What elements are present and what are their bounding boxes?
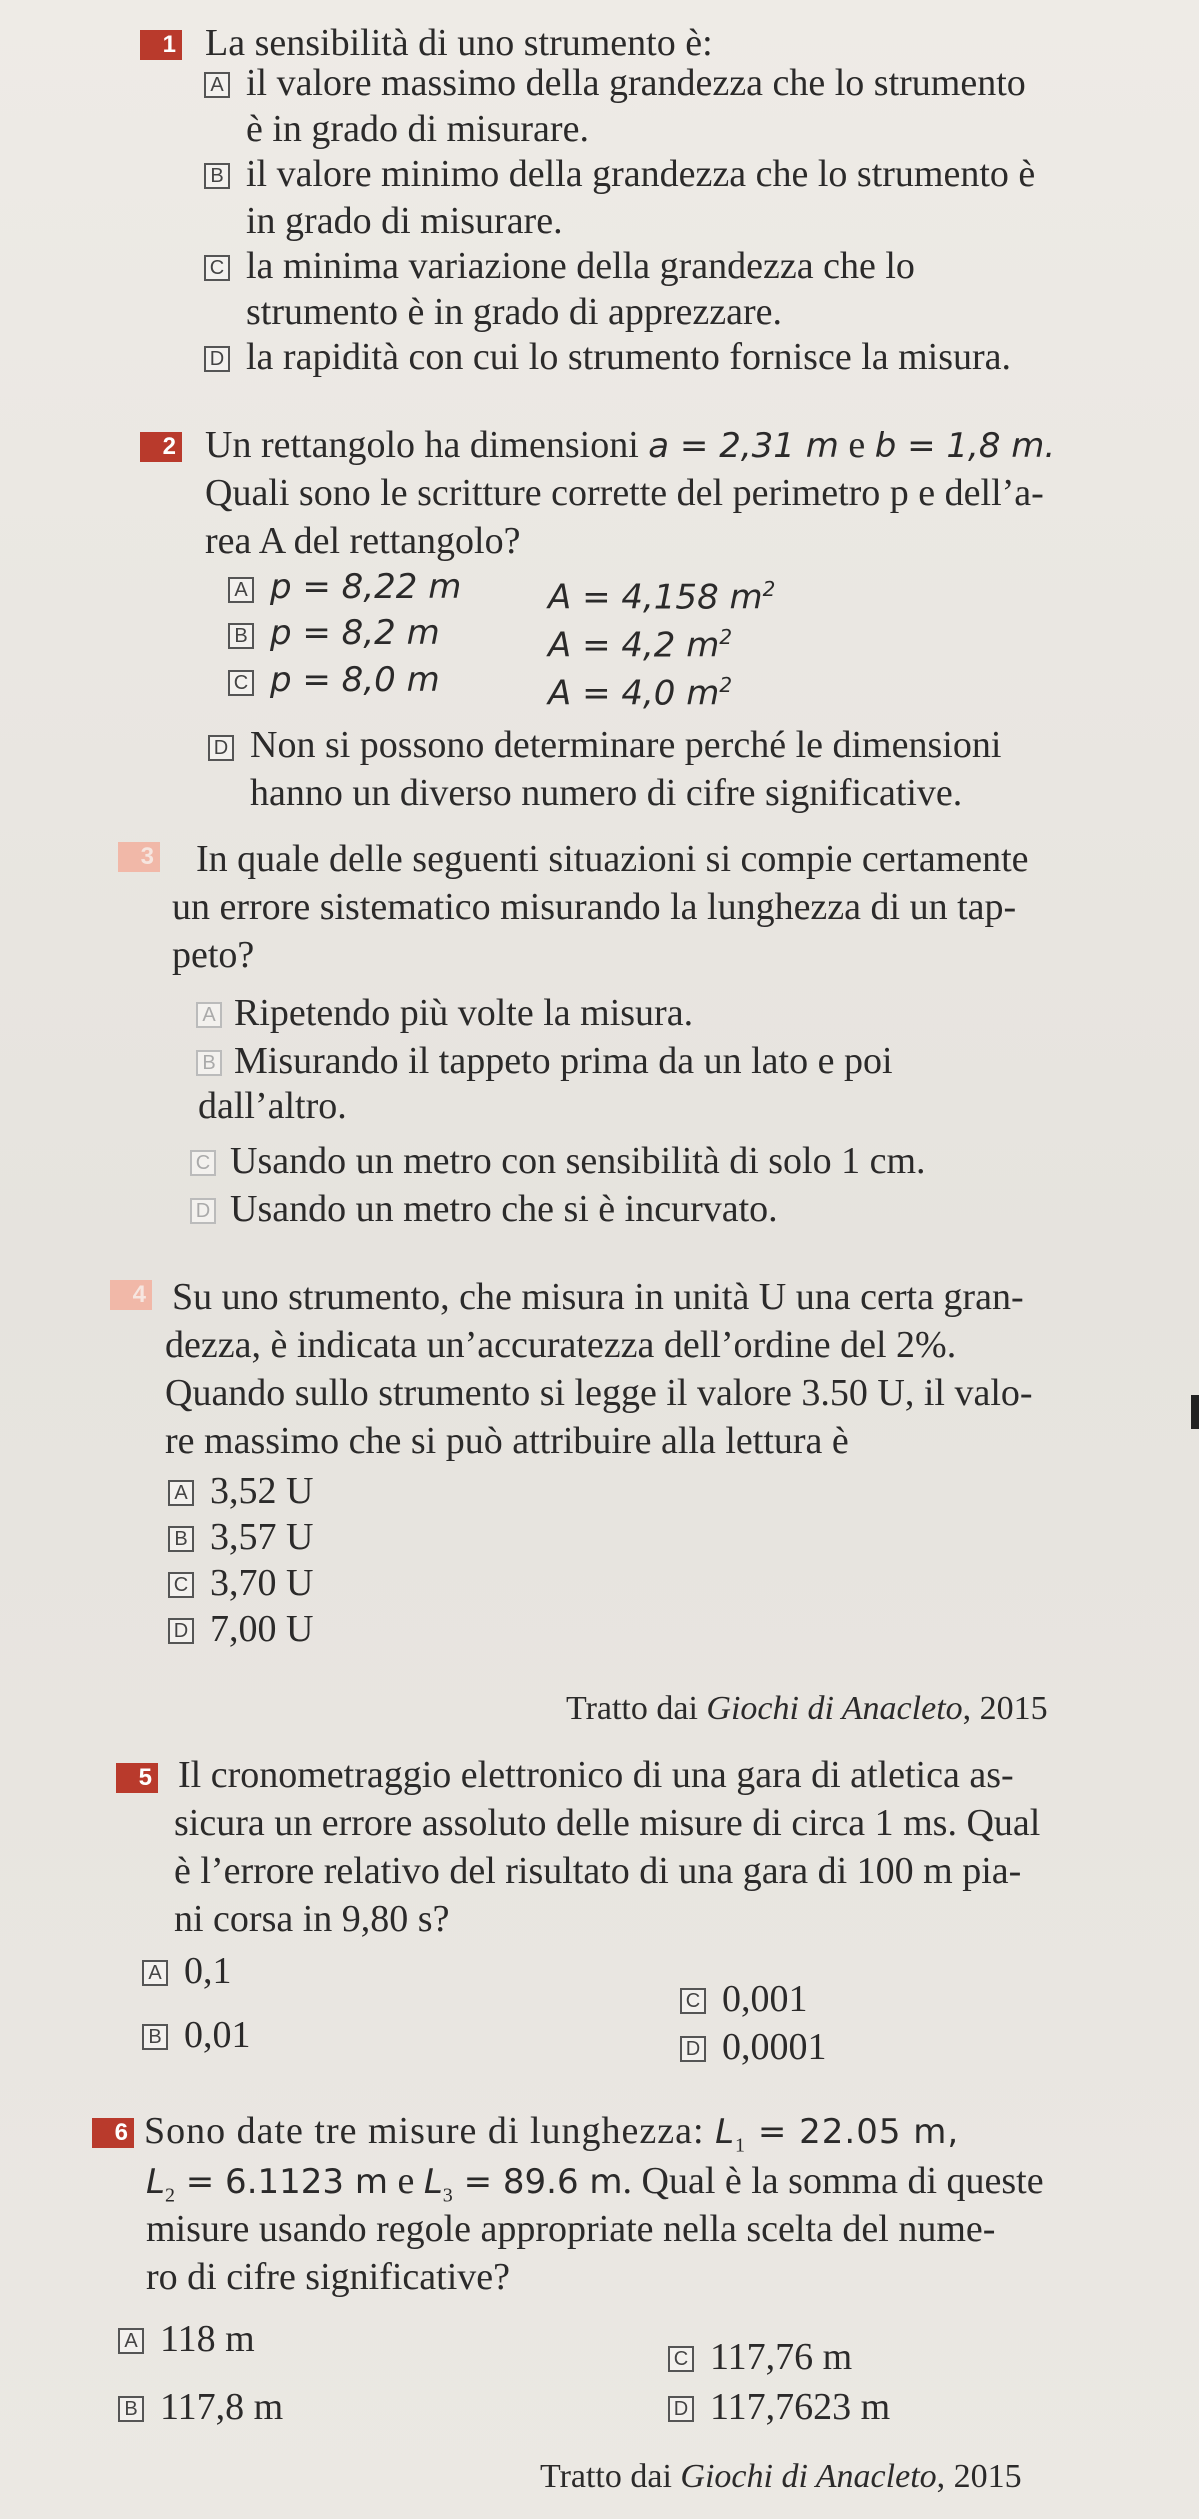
option-letter-box: D [190,1198,216,1224]
length-symbol: L [715,2112,736,2152]
subscript: 1 [735,2134,747,2157]
conjunction: e [838,424,875,466]
length-value: = 22.05 m, [746,2112,960,2152]
question-number-badge [118,842,160,872]
question-stem [205,422,1055,469]
option-text: dall’altro. [198,1085,347,1127]
option-text: 0,0001 [722,2026,827,2068]
question-number-badge [110,1280,152,1310]
option-letter-box: A [168,1480,194,1506]
area-value: A = 4,158 m [548,577,763,618]
option-text: è in grado di misurare. [246,108,589,150]
option-text: il valore minimo della grandezza che lo strumento è [246,153,1036,195]
question-stem: sicura un errore assoluto delle misure di circa 1 ms. Qual [174,1802,1041,1844]
option-letter-box: C [228,670,254,696]
question-number: 5 [138,1764,152,1791]
question-stem: Il cronometraggio elettronico di una gara di atletica as- [178,1754,1014,1796]
option-text: Usando un metro che si è incurvato. [230,1188,778,1230]
question-number: 2 [162,433,176,460]
option-letter-box: D [168,1618,194,1644]
option-letter-box: B [196,1050,222,1076]
conjunction: e [387,2160,424,2202]
subscript: 2 [164,2184,175,2207]
option-text: Usando un metro con sensibilità di solo 1 cm. [230,1140,926,1182]
question-number: 1 [162,31,176,58]
option-text: la rapidità con cui lo strumento fornisce la misura. [246,336,1012,378]
option-text: 118 m [160,2318,255,2360]
option-text: in grado di misurare. [246,200,563,242]
source-credit [540,2458,1022,2496]
area-value: A = 4,0 m [548,673,720,714]
option-area [548,662,732,716]
option-text: il valore massimo della grandezza che lo strumento [246,62,1026,104]
option-letter-box: D [668,2396,694,2422]
option-text: Non si possono determinare perché le dimensioni [250,724,1002,766]
option-text: hanno un diverso numero di cifre significative. [250,772,963,814]
question-number-badge [116,1763,158,1793]
question-number: 3 [140,843,154,870]
page-edge-mark [1191,1395,1199,1429]
option-perimeter: p = 8,2 m [270,613,440,653]
option-letter-box: A [228,577,254,603]
question-stem: peto? [172,934,255,976]
option-area [548,614,732,668]
stem-text: Un rettangolo ha dimensioni [205,424,649,466]
source-prefix: Tratto dai [540,2458,681,2495]
option-text: 0,01 [184,2014,251,2056]
dimension-b: b = 1,8 m. [874,426,1056,466]
option-letter-box: C [168,1572,194,1598]
option-letter-box: C [668,2346,694,2372]
option-letter-box: B [168,1526,194,1552]
source-title: Giochi di Anacleto [706,1690,963,1727]
dimension-a: a = 2,31 m [648,426,839,466]
question-stem: un errore sistematico misurando la lunghezza di un tap- [172,886,1017,928]
source-year: , 2015 [936,2458,1022,2495]
area-value: A = 4,2 m [548,625,720,666]
option-text: 3,70 U [210,1562,314,1604]
option-letter-box: C [680,1988,706,2014]
length-symbol: L [146,2162,165,2202]
question-number-badge [140,30,182,60]
question-stem: Quando sullo strumento si legge il valore 3.50 U, il valo- [165,1372,1033,1414]
option-text: 0,001 [722,1978,808,2020]
option-perimeter: p = 8,0 m [270,660,440,700]
source-title: Giochi di Anacleto [680,2458,937,2495]
question-stem: ro di cifre significative? [146,2256,511,2298]
option-letter-box: A [118,2328,144,2354]
option-letter-box: C [190,1150,216,1176]
option-text: la minima variazione della grandezza che lo [246,245,915,287]
length-value: = 6.1123 m [174,2162,388,2202]
option-area [548,566,775,620]
option-text: Ripetendo più volte la misura. [234,992,694,1034]
stem-text: Sono date tre misure di lunghezza: [144,2110,716,2152]
option-letter-box: A [204,72,230,98]
source-year: , 2015 [962,1690,1048,1727]
option-text: 7,00 U [210,1608,314,1650]
option-text: 117,8 m [160,2386,284,2428]
option-perimeter: p = 8,22 m [270,567,462,607]
option-text: 117,76 m [710,2336,853,2378]
option-letter-box: B [118,2396,144,2422]
length-value: = 89.6 m [452,2162,623,2202]
question-stem: è l’errore relativo del risultato di una gara di 100 m pia- [174,1850,1022,1892]
question-number-badge [140,432,182,462]
option-letter-box: B [228,623,254,649]
option-letter-box: D [204,346,230,372]
option-text: Misurando il tappeto prima da un lato e poi [234,1040,893,1082]
option-text: 0,1 [184,1950,232,1992]
option-text: 117,7623 m [710,2386,891,2428]
question-stem: dezza, è indicata un’accuratezza dell’ordine del 2%. [165,1324,957,1366]
exponent: 2 [719,673,733,697]
option-text: strumento è in grado di apprezzare. [246,291,782,333]
option-text: 3,52 U [210,1470,314,1512]
question-stem: In quale delle seguenti situazioni si compie certamente [196,838,1029,880]
question-stem: rea A del rettangolo? [205,520,521,562]
option-letter-box: B [204,163,230,189]
subscript: 3 [442,2184,453,2207]
question-stem: Quali sono le scritture corrette del perimetro p e dell’a- [205,472,1044,514]
question-stem: misure usando regole appropriate nella scelta del nume- [146,2208,996,2250]
option-text: 3,57 U [210,1516,314,1558]
source-credit [566,1690,1048,1728]
question-number-badge [92,2118,134,2148]
option-letter-box: A [142,1960,168,1986]
option-letter-box: C [204,255,230,281]
exponent: 2 [762,577,776,601]
exponent: 2 [719,625,733,649]
option-letter-box: A [196,1002,222,1028]
stem-text: . Qual è la somma di queste [622,2160,1044,2202]
question-stem: La sensibilità di uno strumento è: [205,22,713,64]
source-prefix: Tratto dai [566,1690,707,1727]
question-stem: re massimo che si può attribuire alla lettura è [165,1420,849,1462]
question-stem: ni corsa in 9,80 s? [174,1898,450,1940]
option-letter-box: D [680,2036,706,2062]
option-letter-box: D [208,735,234,761]
option-letter-box: B [142,2024,168,2050]
question-stem: Su uno strumento, che misura in unità U una certa gran- [172,1276,1024,1318]
question-number: 4 [132,1281,146,1308]
length-symbol: L [423,2162,443,2202]
question-number: 6 [114,2119,128,2146]
